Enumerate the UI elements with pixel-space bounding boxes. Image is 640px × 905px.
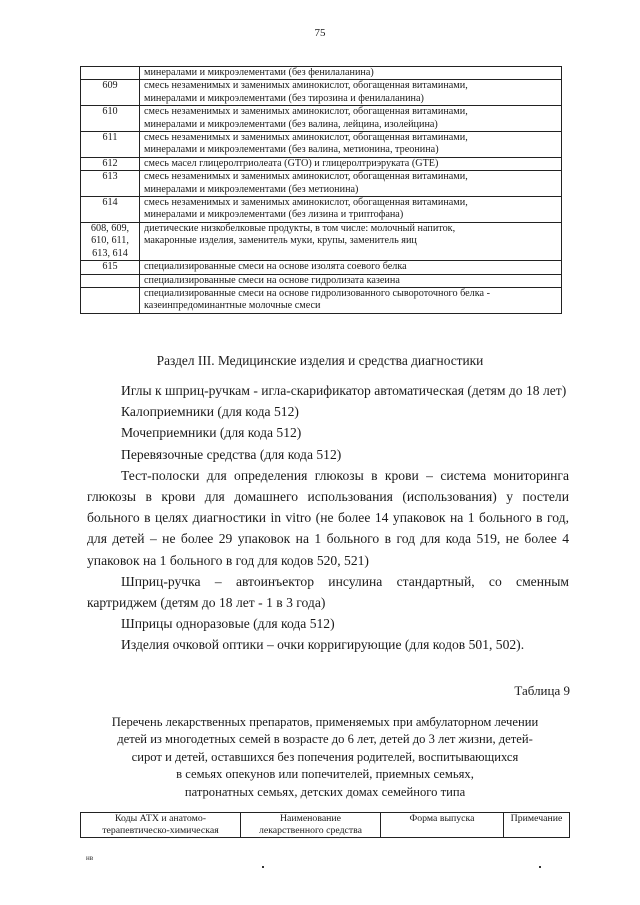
table-row <box>81 287 562 313</box>
product-code <box>81 67 140 80</box>
caption-line: сирот и детей, оставшихся без попечения родителей, воспитывающихся <box>131 749 519 764</box>
description-line: смесь масел глицеролтриолеата (GTO) и глицеролтриэруката (GTE) <box>144 157 439 169</box>
description-line: минералами и микроэлементами (без валина, метионина, треонина) <box>144 144 439 156</box>
medical-devices-list <box>87 380 569 656</box>
header-cell-form: Форма выпуска <box>381 813 504 838</box>
description-line: диетические низкобелковые продукты, в том числе: молочный напиток, <box>144 222 456 234</box>
paragraph: Иглы к шприц-ручкам - игла-скарификатор автоматическая (детям до 18 лет) <box>121 383 567 398</box>
drugs-table-header <box>80 812 570 838</box>
description-line: минералами и микроэлементами (без валина, лейцина, изолейцина) <box>144 118 438 130</box>
header-cell-drug-name: Наименование лекарственного средства <box>241 813 381 838</box>
nutrition-products-table <box>80 66 562 314</box>
paragraph: Шприцы одноразовые (для кода 512) <box>121 616 335 632</box>
description-line: специализированные смеси на основе изолята соевого белка <box>144 261 407 273</box>
caption-line: патронатных семьях, детских домах семейного типа <box>184 784 466 799</box>
table-label: Таблица 9 <box>514 683 570 698</box>
product-description <box>140 274 562 287</box>
description-line: минералами и микроэлементами (без лизина и триптофана) <box>144 209 404 221</box>
table-row <box>81 67 562 80</box>
description-line: минералами и микроэлементами (без фенилаланина) <box>144 67 374 78</box>
table-row <box>81 157 562 170</box>
product-code: 615 <box>81 261 140 274</box>
table-row <box>81 80 562 106</box>
product-description <box>140 157 562 170</box>
product-description <box>140 261 562 274</box>
product-code: 614 <box>81 197 140 223</box>
product-code: 609 <box>81 80 140 106</box>
product-code: 608, 609, 610, 611, 613, 614 <box>81 222 140 260</box>
product-description <box>140 106 562 132</box>
paragraph: Мочеприемники (для кода 512) <box>121 425 302 441</box>
table-row <box>81 132 562 158</box>
table-caption <box>80 714 570 801</box>
product-code: 611 <box>81 132 140 158</box>
table-row <box>81 261 562 274</box>
table-row <box>81 106 562 132</box>
footer-mark: нв <box>86 854 94 862</box>
section-title: Раздел III. Медицинские изделия и средства диагностики <box>156 353 484 368</box>
table-row <box>81 171 562 197</box>
paragraph: Калоприемники (для кода 512) <box>121 404 299 420</box>
product-code <box>81 274 140 287</box>
description-line: смесь незаменимых и заменимых аминокислот, обогащенная витаминами, <box>144 197 468 209</box>
description-line: макаронные изделия, заменитель муки, крупы, заменитель яиц <box>144 235 417 247</box>
table-row <box>81 197 562 223</box>
description-line: специализированные смеси на основе гидролизата казеина <box>144 274 400 286</box>
description-line: смесь незаменимых и заменимых аминокислот, обогащенная витаминами, <box>144 106 468 118</box>
paragraph: Изделия очковой оптики – очки корригирующие (для кодов 501, 502). <box>121 637 525 653</box>
description-line: минералами и микроэлементами (без тирозина и фенилаланина) <box>144 92 424 104</box>
caption-line: в семьях опекунов или попечителей, приемных семьях, <box>176 767 474 782</box>
product-description <box>140 171 562 197</box>
paragraph: Тест-полоски для определения глюкозы в крови – система мониторинга глюкозы в крови для домашнего использования (использования) у постели больного в целях диагностики in vitro (не более 14 упаковок на 1 больного в год, для детей – не более 29 упаковок на 1 больного в год для кода 519, не более 4 упаковок на 1 больного в год для кодов 520, 521) <box>87 467 569 568</box>
description-line: смесь незаменимых и заменимых аминокислот, обогащенная витаминами, <box>144 171 468 183</box>
caption-line: детей из многодетных семей в возрасте до 6 лет, детей до 3 лет жизни, детей- <box>117 732 533 747</box>
product-description <box>140 287 562 313</box>
product-description <box>140 80 562 106</box>
product-description <box>140 222 562 260</box>
caption-line: Перечень лекарственных препаратов, применяемых при амбулаторном лечении <box>111 715 539 729</box>
scan-dot <box>539 866 541 868</box>
product-description <box>140 132 562 158</box>
paragraph: Перевязочные средства (для кода 512) <box>121 446 342 462</box>
product-code: 612 <box>81 157 140 170</box>
description-line: казеинпредоминантные молочные смеси <box>144 300 321 312</box>
description-line: смесь незаменимых и заменимых аминокислот, обогащенная витаминами, <box>144 132 468 144</box>
description-line: минералами и микроэлементами (без метионина) <box>144 183 359 195</box>
page-number: 75 <box>314 27 326 39</box>
header-cell-atc-codes: Коды АТХ и анатомо- терапевтическо-химическая <box>81 813 241 838</box>
description-line: смесь незаменимых и заменимых аминокислот, обогащенная витаминами, <box>144 80 468 92</box>
paragraph: Шприц-ручка – автоинъектор инсулина стандартный, со сменным картриджем (детям до 18 лет - 1 в 3 года) <box>87 573 569 611</box>
product-description <box>140 67 562 80</box>
product-description <box>140 197 562 223</box>
table-row <box>81 222 562 260</box>
header-cell-note: Примечание <box>504 813 570 838</box>
product-code <box>81 287 140 313</box>
description-line: специализированные смеси на основе гидролизованного сывороточного белка - <box>144 287 491 299</box>
product-code: 613 <box>81 171 140 197</box>
table-row <box>81 274 562 287</box>
scan-dot <box>262 866 264 868</box>
product-code: 610 <box>81 106 140 132</box>
